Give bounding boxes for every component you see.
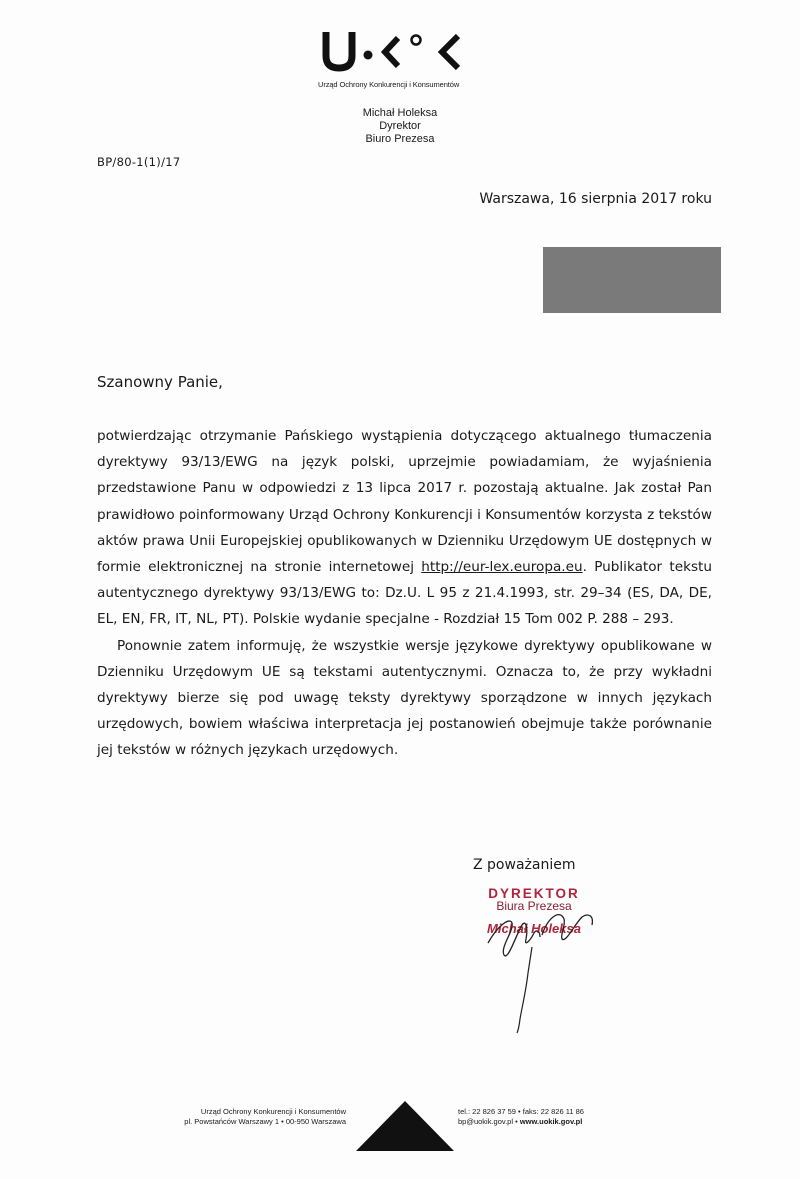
stamp-title: DYREKTOR	[488, 886, 580, 901]
paragraph-1-text-a: potwierdzając otrzymanie Pańskiego wystąpienia dotyczącego aktualnego tłumaczenia dyrektywy 93/13/EWG na język polski, uprzejmie powiadamiam, że wyjaśnienia przedstawione Panu w odpowiedzi z 13 lipca 2017 r. pozostają aktualne. Jak został Pan prawidłowo poinformowany Urząd Ochrony Konkurencji i Konsumentów korzysta z tekstów aktów prawa Unii Europejskiej opublikowanych w Dzienniku Urzędowym UE dostępnych w formie elektronicznej na stronie internetowej	[97, 428, 712, 576]
stamp-subtitle: Biura Prezesa	[496, 899, 572, 913]
footer-email-web	[458, 1117, 584, 1127]
footer-phone: tel.: 22 826 37 59 • faks: 22 826 11 86	[458, 1107, 584, 1116]
eur-lex-link[interactable]: http://eur-lex.europa.eu	[421, 559, 583, 576]
salutation: Szanowny Panie,	[97, 373, 223, 391]
sender-office: Biuro Prezesa	[365, 133, 435, 145]
footer-contact	[458, 1107, 584, 1127]
handwritten-signature	[470, 895, 610, 1035]
reference-number: BP/80-1(1)/17	[97, 155, 181, 169]
stamp-name: Michał Holeksa	[487, 921, 581, 936]
sender-name: Michał Holeksa	[362, 107, 438, 119]
footer-institution: Urząd Ochrony Konkurencji i Konsumentów	[200, 1107, 346, 1116]
footer-email[interactable]: bp@uokik.gov.pl •	[458, 1117, 520, 1126]
footer-street: pl. Powstańców Warszawy 1 • 00-950 Warszawa	[184, 1117, 346, 1126]
logo-caption: Urząd Ochrony Konkurencji i Konsumentów	[318, 80, 460, 89]
sender-block	[300, 107, 500, 146]
footer-triangle-mark	[356, 1101, 454, 1151]
sender-position: Dyrektor	[379, 120, 421, 132]
paragraph-1-text-b: . Publikator tekstu autentycznego dyrektywy 93/13/EWG to: Dz.U. L 95 z 21.4.1993, str. 29–34 (ES, DA, DE, EL, EN, FR, IT, NL, PT). Polskie wydanie specjalne - Rozdział 15 Tom 002 P. 288 – 293.	[97, 559, 712, 628]
closing: Z poważaniem	[473, 857, 576, 873]
letter-body	[97, 423, 712, 764]
footer-website[interactable]: www.uokik.gov.pl	[519, 1117, 583, 1126]
redacted-address-block	[543, 247, 721, 313]
paragraph-1	[97, 423, 712, 633]
footer-address	[150, 1107, 346, 1127]
paragraph-2: Ponownie zatem informuję, że wszystkie wersje językowe dyrektywy opublikowane w Dzienniku Urzędowym UE są tekstami autentycznymi. Oznacza to, że przy wykładni dyrektywy bierze się pod uwagę teksty dyrektywy sporządzone w innych językach urzędowych, bowiem właściwa interpretacja jej postanowień obejmuje także porównanie jej tekstów w różnych językach urzędowych.	[97, 637, 712, 759]
date-line: Warszawa, 16 sierpnia 2017 roku	[479, 191, 712, 207]
